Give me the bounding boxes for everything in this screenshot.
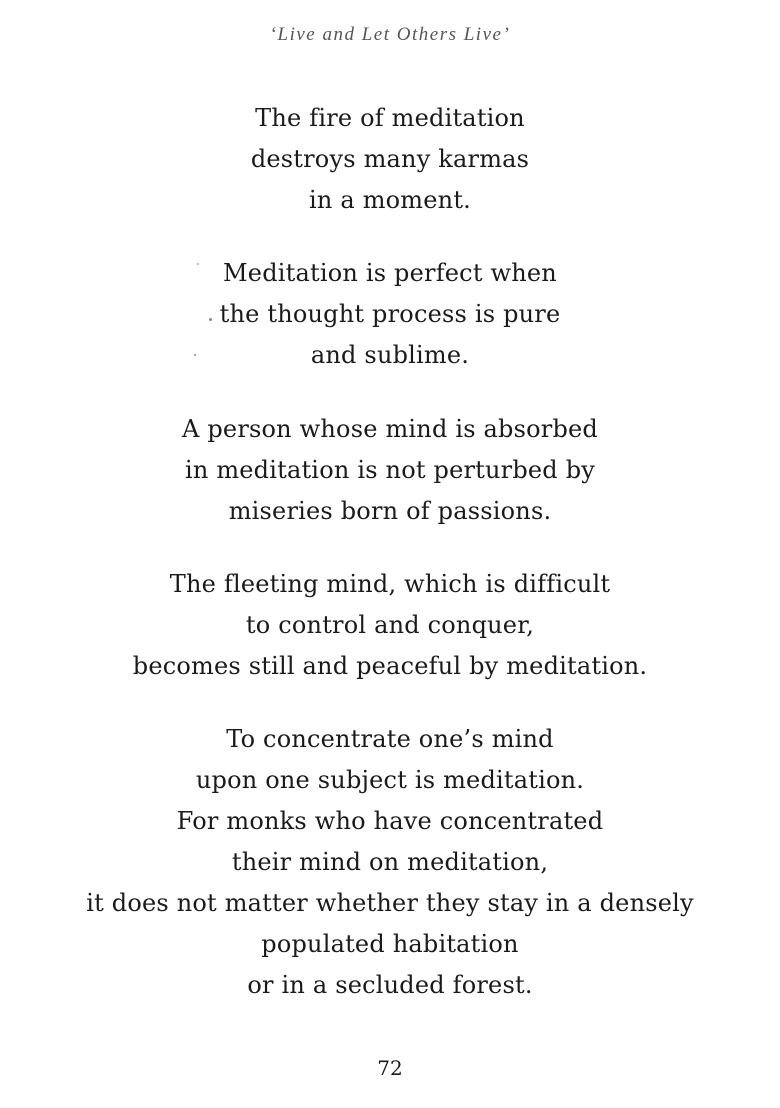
stanza-line: the thought process is pure: [219, 300, 561, 328]
stanza-line: The fleeting mind, which is difficult: [169, 570, 611, 598]
stanza-line: their mind on meditation,: [231, 848, 549, 876]
stanza: [0, 253, 780, 376]
scan-speck: [194, 354, 196, 356]
running-header: ‘Live and Let Others Live’: [269, 24, 511, 45]
stanza-line: in a moment.: [309, 186, 471, 214]
stanza-line: For monks who have concentrated: [176, 807, 604, 835]
stanza-line: populated habitation: [261, 930, 519, 958]
stanza-line: Meditation is perfect when: [223, 259, 557, 287]
stanza-line: or in a secluded forest.: [247, 971, 533, 999]
stanza-line: it does not matter whether they stay in a densely: [86, 889, 694, 917]
stanza-line: The fire of meditation: [255, 104, 525, 132]
stanza-line: To concentrate one’s mind: [226, 725, 554, 753]
stanza: [0, 409, 780, 532]
stanza-line: miseries born of passions.: [228, 497, 552, 525]
stanza: [0, 98, 780, 221]
scan-speck: [197, 263, 199, 265]
stanza: [0, 719, 780, 1006]
stanza-line: A person whose mind is absorbed: [182, 415, 598, 443]
stanza-line: becomes still and peaceful by meditation.: [132, 652, 648, 680]
page-number: 72: [377, 1056, 403, 1080]
stanza-line: and sublime.: [310, 341, 470, 369]
stanza-line: in meditation is not perturbed by: [184, 456, 596, 484]
stanza-line: upon one subject is meditation.: [195, 766, 585, 794]
stanza-line: to control and conquer,: [245, 611, 535, 639]
stanza: [0, 564, 780, 687]
scan-speck: [209, 318, 212, 321]
stanza-line: destroys many karmas: [250, 145, 530, 173]
